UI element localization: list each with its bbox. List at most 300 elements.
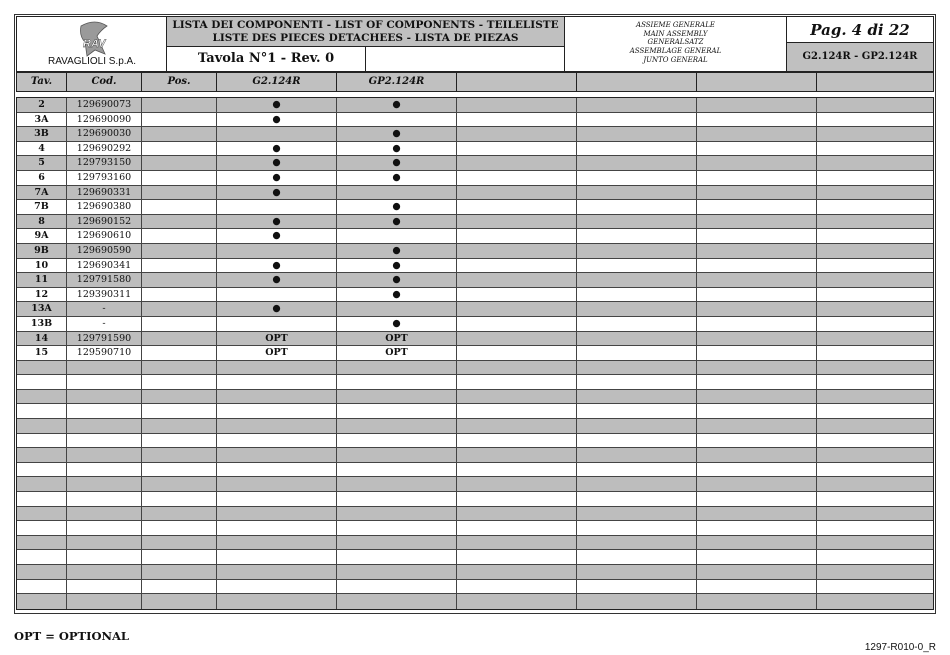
empty-cell: [697, 332, 817, 346]
empty-cell: [697, 229, 817, 243]
code-cell: [67, 521, 142, 535]
empty-cell: [577, 229, 697, 243]
pos-cell: [142, 259, 217, 273]
tav-cell: 12: [17, 288, 67, 302]
empty-cell: [577, 375, 697, 389]
model-1-cell: [217, 434, 337, 448]
tav-cell: 3B: [17, 127, 67, 141]
table-row: [17, 492, 933, 507]
pos-cell: [142, 419, 217, 433]
tav-cell: 10: [17, 259, 67, 273]
model-2-cell: ●: [337, 317, 457, 331]
col-header-empty: [457, 73, 577, 91]
code-cell: [67, 419, 142, 433]
model-2-cell: [337, 550, 457, 564]
model-2-cell: ●: [337, 273, 457, 287]
tav-cell: [17, 448, 67, 462]
empty-cell: [577, 156, 697, 170]
model-1-cell: ●: [217, 259, 337, 273]
blank-header-cell: [366, 47, 565, 71]
model-1-cell: [217, 361, 337, 375]
tav-cell: 3A: [17, 113, 67, 127]
empty-cell: [697, 361, 817, 375]
pos-cell: [142, 186, 217, 200]
empty-cell: [577, 477, 697, 491]
assembly-names: [565, 17, 787, 71]
empty-cell: [457, 288, 577, 302]
table-row: [17, 156, 933, 171]
code-cell: [67, 550, 142, 564]
empty-cell: [457, 492, 577, 506]
col-header-empty: [697, 73, 817, 91]
table-row: [17, 448, 933, 463]
table-row: [17, 215, 933, 230]
code-cell: [67, 492, 142, 506]
empty-cell: [817, 288, 933, 302]
pos-cell: [142, 302, 217, 316]
table-row: [17, 113, 933, 128]
model-1-cell: ●: [217, 302, 337, 316]
model-2-cell: ●: [337, 156, 457, 170]
pos-cell: [142, 492, 217, 506]
model-1-cell: [217, 448, 337, 462]
empty-cell: [577, 171, 697, 185]
pos-cell: [142, 317, 217, 331]
code-cell: 129791580: [67, 273, 142, 287]
model-1-cell: ●: [217, 142, 337, 156]
empty-cell: [817, 113, 933, 127]
empty-cell: [457, 186, 577, 200]
table-row: [17, 390, 933, 405]
model-1-cell: ●: [217, 186, 337, 200]
model-1-cell: ●: [217, 156, 337, 170]
empty-cell: [697, 200, 817, 214]
code-cell: 129690292: [67, 142, 142, 156]
empty-cell: [817, 536, 933, 550]
empty-cell: [577, 463, 697, 477]
tav-cell: 4: [17, 142, 67, 156]
model-2-cell: [337, 361, 457, 375]
empty-cell: [457, 448, 577, 462]
col-header-tav: Tav.: [17, 73, 67, 91]
document-reference: 1297-R010-0_R: [864, 642, 936, 653]
table-row: [17, 419, 933, 434]
empty-cell: [457, 200, 577, 214]
empty-cell: [577, 317, 697, 331]
document-header: [16, 16, 934, 72]
empty-cell: [817, 98, 933, 112]
empty-cell: [457, 361, 577, 375]
code-cell: -: [67, 317, 142, 331]
code-cell: 129690590: [67, 244, 142, 258]
table-row: [17, 317, 933, 332]
code-cell: [67, 434, 142, 448]
empty-cell: [817, 229, 933, 243]
model-1-cell: [217, 404, 337, 418]
empty-cell: [697, 404, 817, 418]
model-1-cell: [217, 536, 337, 550]
empty-cell: [457, 273, 577, 287]
empty-cell: [817, 273, 933, 287]
empty-cell: [457, 113, 577, 127]
empty-cell: [457, 171, 577, 185]
table-row: [17, 434, 933, 449]
model-1-cell: [217, 200, 337, 214]
empty-cell: [697, 580, 817, 594]
document-title: [167, 17, 565, 47]
empty-cell: [577, 492, 697, 506]
empty-cell: [697, 434, 817, 448]
model-2-cell: [337, 521, 457, 535]
code-cell: 129390311: [67, 288, 142, 302]
empty-cell: [457, 594, 577, 609]
empty-cell: [457, 565, 577, 579]
code-cell: 129690030: [67, 127, 142, 141]
empty-cell: [577, 565, 697, 579]
model-2-cell: ●: [337, 288, 457, 302]
model-2-cell: [337, 404, 457, 418]
table-row: [17, 259, 933, 274]
empty-cell: [577, 404, 697, 418]
tav-cell: [17, 521, 67, 535]
model-1-cell: [217, 507, 337, 521]
tav-cell: [17, 477, 67, 491]
code-cell: 129793150: [67, 156, 142, 170]
model-2-cell: ●: [337, 127, 457, 141]
model-1-cell: ●: [217, 98, 337, 112]
tav-cell: 14: [17, 332, 67, 346]
empty-cell: [457, 332, 577, 346]
empty-cell: [817, 492, 933, 506]
model-2-cell: [337, 536, 457, 550]
empty-cell: [817, 550, 933, 564]
empty-cell: [817, 375, 933, 389]
table-row: [17, 463, 933, 478]
table-row: [17, 375, 933, 390]
model-2-cell: [337, 448, 457, 462]
model-2-cell: [337, 302, 457, 316]
empty-cell: [817, 477, 933, 491]
empty-cell: [817, 521, 933, 535]
tav-cell: [17, 463, 67, 477]
table-row: [17, 171, 933, 186]
empty-cell: [577, 536, 697, 550]
table-row: [17, 361, 933, 376]
tav-cell: [17, 492, 67, 506]
empty-cell: [457, 317, 577, 331]
code-cell: -: [67, 302, 142, 316]
code-cell: 129690090: [67, 113, 142, 127]
tav-cell: 11: [17, 273, 67, 287]
empty-cell: [817, 171, 933, 185]
model-2-cell: ●: [337, 200, 457, 214]
empty-cell: [457, 244, 577, 258]
empty-cell: [697, 98, 817, 112]
tav-cell: [17, 580, 67, 594]
pos-cell: [142, 113, 217, 127]
empty-cell: [577, 273, 697, 287]
table-row: [17, 244, 933, 259]
pos-cell: [142, 580, 217, 594]
model-2-cell: [337, 477, 457, 491]
table-row: [17, 565, 933, 580]
empty-cell: [457, 156, 577, 170]
empty-cell: [697, 186, 817, 200]
pos-cell: [142, 448, 217, 462]
empty-cell: [697, 550, 817, 564]
table-row: [17, 346, 933, 361]
code-cell: 129793160: [67, 171, 142, 185]
model-1-cell: OPT: [217, 346, 337, 360]
col-header-model-2: GP2.124R: [337, 73, 457, 91]
components-table: [16, 97, 934, 610]
ravaglioli-logo: [75, 20, 115, 58]
empty-cell: [457, 434, 577, 448]
empty-cell: [697, 521, 817, 535]
model-2-cell: ●: [337, 215, 457, 229]
table-row: [17, 594, 933, 609]
model-1-cell: [217, 565, 337, 579]
model-1-cell: [217, 521, 337, 535]
empty-cell: [577, 580, 697, 594]
pos-cell: [142, 477, 217, 491]
model-2-cell: [337, 113, 457, 127]
empty-cell: [577, 98, 697, 112]
pos-cell: [142, 273, 217, 287]
code-cell: 129690331: [67, 186, 142, 200]
empty-cell: [697, 346, 817, 360]
pos-cell: [142, 594, 217, 609]
empty-cell: [697, 244, 817, 258]
pos-cell: [142, 127, 217, 141]
empty-cell: [577, 302, 697, 316]
empty-cell: [457, 229, 577, 243]
empty-cell: [817, 317, 933, 331]
empty-cell: [457, 375, 577, 389]
empty-cell: [697, 565, 817, 579]
model-2-cell: OPT: [337, 346, 457, 360]
table-row: [17, 404, 933, 419]
title-line-1: LISTA DEI COMPONENTI - LIST OF COMPONENTS - TEILELISTE: [172, 19, 559, 31]
model-1-cell: [217, 244, 337, 258]
col-header-pos: Pos.: [142, 73, 217, 91]
empty-cell: [577, 594, 697, 609]
empty-cell: [817, 346, 933, 360]
table-row: [17, 229, 933, 244]
empty-cell: [817, 361, 933, 375]
pos-cell: [142, 536, 217, 550]
model-1-cell: ●: [217, 273, 337, 287]
empty-cell: [697, 317, 817, 331]
pos-cell: [142, 200, 217, 214]
empty-cell: [457, 259, 577, 273]
pos-cell: [142, 521, 217, 535]
model-2-cell: ●: [337, 171, 457, 185]
code-cell: [67, 507, 142, 521]
model-2-cell: [337, 434, 457, 448]
empty-cell: [577, 127, 697, 141]
model-2-cell: ●: [337, 142, 457, 156]
empty-cell: [697, 492, 817, 506]
empty-cell: [817, 404, 933, 418]
empty-cell: [817, 434, 933, 448]
model-1-cell: OPT: [217, 332, 337, 346]
model-2-cell: [337, 594, 457, 609]
tav-cell: [17, 390, 67, 404]
pos-cell: [142, 404, 217, 418]
assembly-name: MAIN ASSEMBLY: [643, 29, 708, 38]
empty-cell: [577, 390, 697, 404]
empty-cell: [817, 594, 933, 609]
empty-cell: [697, 259, 817, 273]
model-2-cell: [337, 375, 457, 389]
tav-cell: [17, 507, 67, 521]
empty-cell: [817, 127, 933, 141]
model-1-cell: [217, 127, 337, 141]
empty-cell: [817, 142, 933, 156]
empty-cell: [817, 419, 933, 433]
empty-cell: [457, 419, 577, 433]
assembly-name: JUNTO GENERAL: [643, 55, 708, 64]
empty-cell: [697, 507, 817, 521]
empty-cell: [817, 259, 933, 273]
model-2-cell: [337, 419, 457, 433]
tav-cell: [17, 594, 67, 609]
tav-cell: 13A: [17, 302, 67, 316]
empty-cell: [697, 113, 817, 127]
empty-cell: [577, 200, 697, 214]
empty-cell: [457, 521, 577, 535]
empty-cell: [577, 142, 697, 156]
empty-cell: [577, 113, 697, 127]
code-cell: 129690380: [67, 200, 142, 214]
empty-cell: [457, 127, 577, 141]
model-2-cell: [337, 565, 457, 579]
empty-cell: [817, 507, 933, 521]
tav-cell: 8: [17, 215, 67, 229]
empty-cell: [457, 142, 577, 156]
empty-cell: [697, 215, 817, 229]
pos-cell: [142, 244, 217, 258]
empty-cell: [697, 142, 817, 156]
pos-cell: [142, 375, 217, 389]
model-1-cell: [217, 580, 337, 594]
empty-cell: [577, 259, 697, 273]
model-1-cell: [217, 492, 337, 506]
table-row: [17, 273, 933, 288]
empty-cell: [457, 390, 577, 404]
model-1-cell: [217, 594, 337, 609]
pos-cell: [142, 463, 217, 477]
model-1-cell: [217, 550, 337, 564]
code-cell: [67, 580, 142, 594]
model-1-cell: [217, 477, 337, 491]
tav-cell: [17, 434, 67, 448]
empty-cell: [697, 594, 817, 609]
model-2-cell: OPT: [337, 332, 457, 346]
empty-cell: [817, 244, 933, 258]
empty-cell: [577, 434, 697, 448]
pos-cell: [142, 434, 217, 448]
empty-cell: [697, 156, 817, 170]
table-row: [17, 200, 933, 215]
pos-cell: [142, 215, 217, 229]
tav-cell: [17, 550, 67, 564]
pos-cell: [142, 507, 217, 521]
model-2-cell: [337, 580, 457, 594]
empty-cell: [457, 536, 577, 550]
code-cell: 129791590: [67, 332, 142, 346]
code-cell: [67, 463, 142, 477]
empty-cell: [697, 127, 817, 141]
empty-cell: [817, 302, 933, 316]
empty-cell: [577, 448, 697, 462]
code-cell: [67, 594, 142, 609]
empty-cell: [457, 404, 577, 418]
empty-cell: [577, 215, 697, 229]
empty-cell: [457, 98, 577, 112]
empty-cell: [457, 346, 577, 360]
tav-cell: 6: [17, 171, 67, 185]
empty-cell: [577, 361, 697, 375]
pos-cell: [142, 142, 217, 156]
code-cell: [67, 448, 142, 462]
tav-cell: 15: [17, 346, 67, 360]
table-row: [17, 580, 933, 595]
empty-cell: [697, 448, 817, 462]
pos-cell: [142, 550, 217, 564]
page-number: Pag. 4 di 22: [787, 17, 933, 43]
table-row: [17, 332, 933, 347]
assembly-name: GENERALSATZ: [647, 38, 704, 47]
table-row: [17, 550, 933, 565]
empty-cell: [817, 390, 933, 404]
tav-cell: 7A: [17, 186, 67, 200]
empty-cell: [817, 580, 933, 594]
code-cell: 129690341: [67, 259, 142, 273]
tav-cell: 2: [17, 98, 67, 112]
empty-cell: [817, 200, 933, 214]
empty-cell: [577, 244, 697, 258]
tav-cell: [17, 361, 67, 375]
empty-cell: [817, 156, 933, 170]
code-cell: 129690610: [67, 229, 142, 243]
model-2-cell: ●: [337, 98, 457, 112]
tav-cell: [17, 375, 67, 389]
empty-cell: [577, 346, 697, 360]
model-2-cell: [337, 463, 457, 477]
col-header-model-1: G2.124R: [217, 73, 337, 91]
tav-cell: 9A: [17, 229, 67, 243]
model-1-cell: ●: [217, 171, 337, 185]
tav-cell: [17, 565, 67, 579]
code-cell: [67, 565, 142, 579]
model-1-cell: [217, 317, 337, 331]
tav-cell: [17, 419, 67, 433]
empty-cell: [697, 273, 817, 287]
pos-cell: [142, 346, 217, 360]
empty-cell: [817, 448, 933, 462]
empty-cell: [577, 507, 697, 521]
model-2-cell: [337, 507, 457, 521]
pos-cell: [142, 565, 217, 579]
empty-cell: [457, 215, 577, 229]
empty-cell: [577, 288, 697, 302]
empty-cell: [577, 521, 697, 535]
empty-cell: [697, 302, 817, 316]
model-1-cell: [217, 288, 337, 302]
pos-cell: [142, 361, 217, 375]
